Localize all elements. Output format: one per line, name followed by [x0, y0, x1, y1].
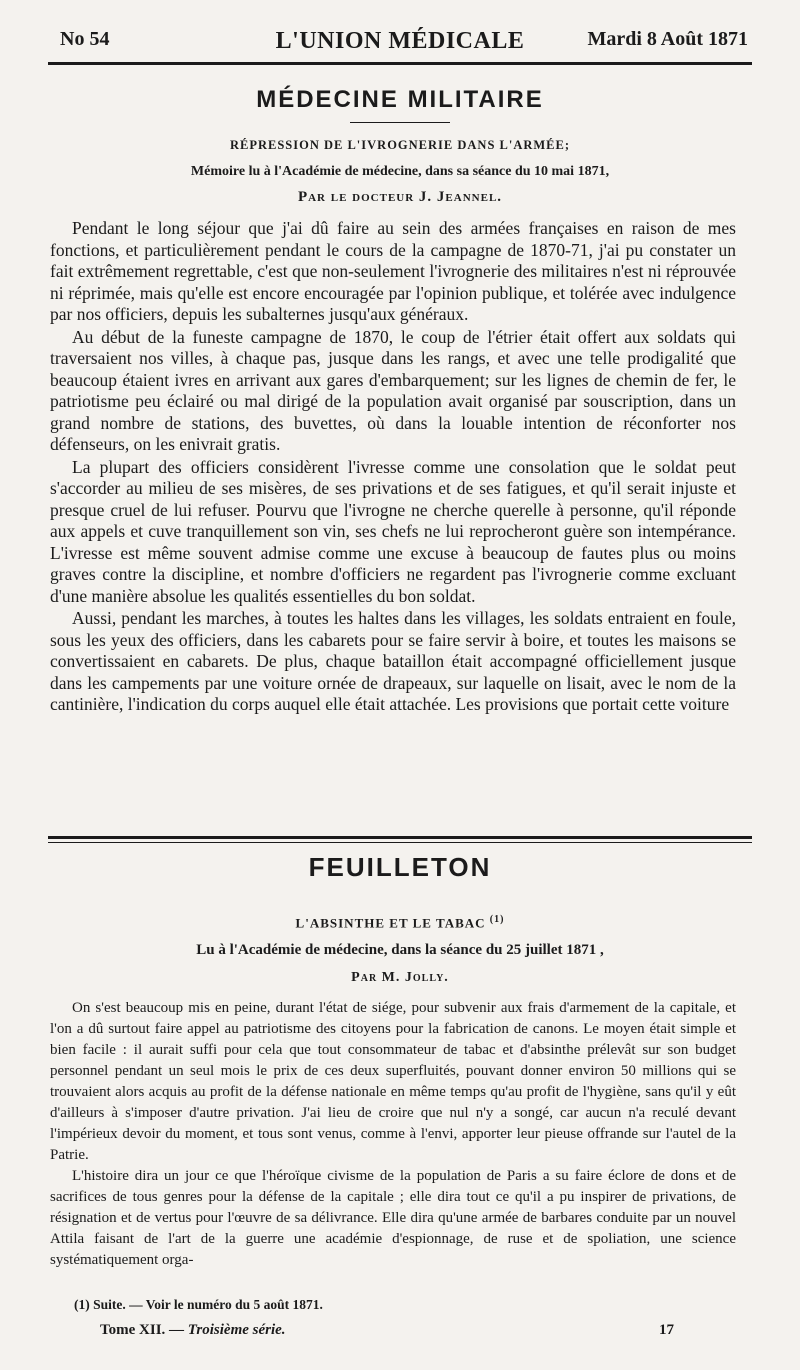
feuilleton-rule-top — [48, 836, 752, 839]
feuilleton-title: L'ABSINTHE ET LE TABAC — [295, 915, 486, 931]
footnote-marker: (1) — [489, 914, 505, 925]
footnote: (1) Suite. — Voir le numéro du 5 août 1871. — [74, 1297, 323, 1312]
section-title-feuilleton: FEUILLETON — [308, 852, 492, 882]
article-subtitle: Mémoire lu à l'Académie de médecine, dans sa séance du 10 mai 1871, — [190, 164, 610, 179]
feuilleton-title-line — [48, 914, 752, 931]
feuilleton-paragraph: On s'est beaucoup mis en peine, durant l'état de siége, pour subvenir aux frais d'armement de la capitale, et l'on a dû surtout faire appel au patriotisme des citoyens pour la fabrication de canons. Le moyen était simple et bien facile : il aurait suffi pour cela que tout consommateur de tabac et d'absinthe prélevât sur son budget personnel pendant un seul mois le prix de ces deux superfluités, pouvant donner environ 50 millions qui se trouvaient alors acquis au profit de la défense nationale en même temps qu'au profit de l'hygiène, sans qu'il y eût d'ailleurs à s'imposer d'autre privation. J'ai lieu de croire que nul n'y a songé, car aucun n'a reculé devant l'impérieux devoir du moment, et tous sont venus, comme à l'envi, apporter leur pieuse offrande sur l'autel de la Patrie. — [50, 1000, 736, 1163]
masthead — [48, 22, 752, 62]
feuilleton-author: Par M. Jolly. — [351, 970, 449, 985]
article-paragraph: Aussi, pendant les marches, à toutes les haltes dans les villages, les soldats entraient en foule, sous les yeux des officiers, dans les cabarets pour se faire servir à boire, et toutes les maisons se convertissaient en cabarets. De plus, chaque bataillon était accompagné officiellement jusque dans les campements par une voiture ornée de drapeaux, sur laquelle on lisait, avec le nom de la cantinière, l'indication du corps auquel elle était attachée. Les provisions que portait cette voiture — [50, 608, 736, 714]
article-paragraph: Pendant le long séjour que j'ai dû faire au sein des armées françaises en raison de mes fonctions, et particulièrement pendant le cours de la campagne de 1870-71, j'ai pu constater un fait extrêmement regrettable, c'est que non-seulement l'ivrognerie des militaires n'est ni réprouvée ni réprimée, mais qu'elle est encore encouragée par l'opinion publique, et tolérée avec indulgence par nos officiers, depuis les subalternes jusqu'aux généraux. — [50, 218, 736, 324]
feuilleton-body — [50, 998, 736, 1271]
section-title-medecine-militaire: MÉDECINE MILITAIRE — [256, 86, 544, 113]
masthead-rule — [48, 62, 752, 65]
volume-label: Tome XII. — — [100, 1322, 185, 1338]
article-title: RÉPRESSION DE L'IVROGNERIE DANS L'ARMÉE; — [229, 138, 571, 152]
feuilleton-rule-bottom — [48, 842, 752, 843]
issue-date: Mardi 8 Août 1871 — [587, 28, 748, 50]
journal-title: L'UNION MÉDICALE — [275, 28, 525, 54]
article-paragraph: La plupart des officiers considèrent l'ivresse comme une consolation que le soldat peut s'accorder au milieu de ses misères, de ses privations et de ses fatigues, et qu'il serait injuste et presque cruel de lui refuser. Pourvu que l'ivrogne ne cherche querelle à personne, qu'il réponde aux appels et cuve tranquillement son vin, ses chefs ne lui reprocheront guère son intempérance. L'ivresse est même souvent admise comme une excuse à beaucoup de fautes plus ou moins graves contre la discipline, et nombre d'officiers ne regardent pas l'ivrognerie comme excluant d'une manière absolue les qualités essentielles du bon soldat. — [50, 456, 736, 606]
article-paragraph: Au début de la funeste campagne de 1870, le coup de l'étrier était offert aux soldats qui traversaient nos villes, à chaque pas, jusque dans les rangs, et avec une telle prodigalité que beaucoup étaient ivres en arrivant aux gares d'embarquement; sur les lignes de chemin de fer, le patriotisme peu éclairé ou mal dirigé de la population avait organisé par souscription, dans un grand nombre de stations, des buvettes, où dans la louable intention de réconforter nos défenseurs, on les enivrait gratis. — [50, 326, 736, 454]
series-label: Troisième série. — [187, 1322, 286, 1338]
issue-number: No 54 — [60, 28, 110, 50]
article-body — [50, 218, 736, 717]
title-divider — [350, 122, 450, 123]
feuilleton-subtitle: Lu à l'Académie de médecine, dans la séance du 25 juillet 1871 , — [196, 942, 604, 958]
page-number: 17 — [659, 1322, 674, 1338]
page-footer-volume — [100, 1322, 286, 1339]
article-author: Par le docteur J. Jeannel. — [297, 189, 503, 205]
feuilleton-paragraph: L'histoire dira un jour ce que l'héroïque civisme de la population de Paris a su faire éclore de dons et de sacrifices de tous genres pour la défense de la capitale ; elle dira tout ce qu'il a pu inspirer de privations, de résignation et de vertus pour l'œuvre de sa délivrance. Elle dira qu'une armée de barbares conduite par un nouvel Attila faisant de l'art de la guerre une académie d'espionnage, de ruse et de spoliation, une science systématiquement orga- — [50, 1168, 736, 1268]
